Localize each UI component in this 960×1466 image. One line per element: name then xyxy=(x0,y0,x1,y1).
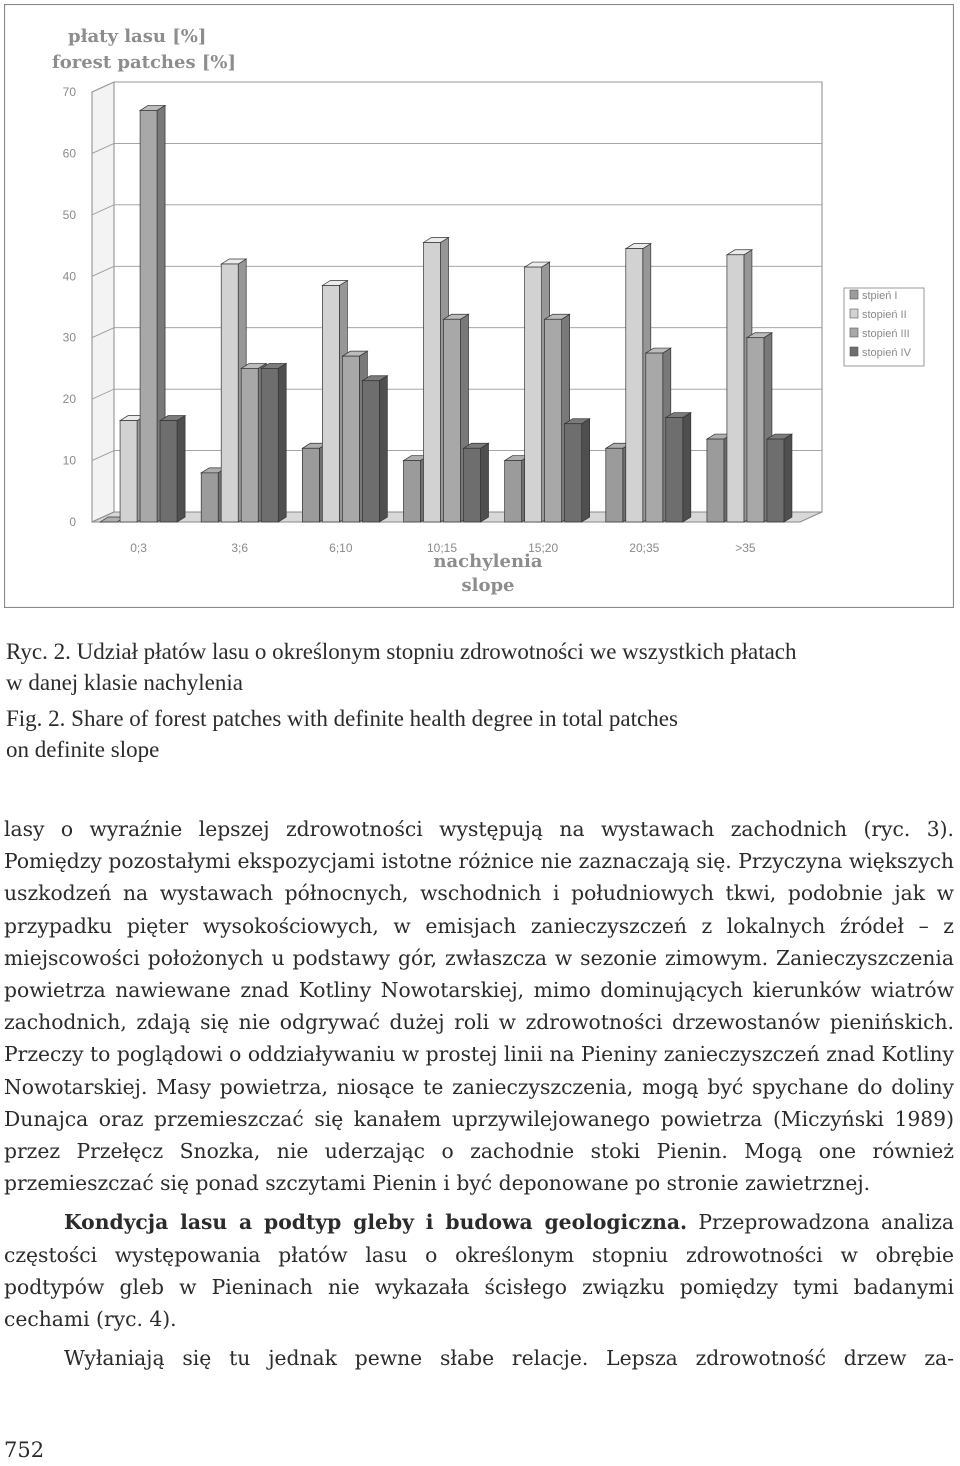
bar-side xyxy=(582,419,590,522)
bar-front xyxy=(302,448,319,522)
x-tick-label: 3;6 xyxy=(231,541,249,555)
x-tick-label: 20;35 xyxy=(629,541,660,555)
x-tick-label: 10;15 xyxy=(426,541,458,555)
x-tick-label: 0;3 xyxy=(130,541,147,555)
bar xyxy=(464,443,489,522)
bar xyxy=(160,416,185,522)
legend-entry: stpień I xyxy=(862,290,898,302)
bar-front xyxy=(626,249,643,522)
bar-chart xyxy=(4,4,954,608)
caption-en-line1: Fig. 2. Share of forest patches with definite health degree in total patches xyxy=(6,706,678,731)
paragraph-3: Wyłaniają się tu jednak pewne słabe relacje. Lepsza zdrowotność drzew za- xyxy=(64,1346,954,1371)
bar-front xyxy=(160,421,177,522)
y-tick-label: 10 xyxy=(62,453,76,468)
legend-swatch xyxy=(850,347,858,356)
chart-subtitle: forest patches [%] xyxy=(52,52,236,73)
x-tick-label: >35 xyxy=(735,541,756,555)
bar-front xyxy=(322,286,339,523)
bar-front xyxy=(464,448,481,522)
bar-front xyxy=(747,338,764,522)
y-tick-label: 0 xyxy=(69,515,76,529)
bar-side xyxy=(481,443,489,522)
body-text xyxy=(4,813,954,1374)
bar-side xyxy=(784,434,792,522)
bar xyxy=(261,363,286,522)
section-heading: Kondycja lasu a podtyp gleby i budowa geologiczna. xyxy=(64,1210,688,1235)
bar-front xyxy=(707,439,724,522)
legend-swatch xyxy=(850,290,858,299)
figure-caption-polish xyxy=(6,636,797,698)
paragraph-2 xyxy=(4,1206,954,1335)
bar-front xyxy=(646,353,663,522)
y-tick-label: 30 xyxy=(62,330,76,345)
bar-front xyxy=(424,243,441,523)
x-axis-label-en: slope xyxy=(461,575,515,596)
legend-entry: stopień IV xyxy=(862,347,911,359)
y-tick-label: 60 xyxy=(62,146,76,161)
bar-front xyxy=(221,264,238,522)
bar-front xyxy=(404,461,421,522)
y-tick-label: 40 xyxy=(62,269,76,284)
bar-front xyxy=(505,461,522,522)
bar-front xyxy=(362,381,379,522)
bar-front xyxy=(201,473,218,522)
bar-side xyxy=(379,376,387,522)
bar-front xyxy=(525,267,542,522)
bar-front xyxy=(727,255,744,522)
bar-front xyxy=(606,448,623,522)
y-tick-label: 70 xyxy=(62,85,76,99)
bar-side xyxy=(278,363,286,522)
bar-side xyxy=(683,413,691,522)
page-number: 752 xyxy=(4,1438,45,1462)
paragraph-1: lasy o wyraźnie lepszej zdrowotności występują na wystawach zachodnich (ryc. 3). Pomiędzy pozostałymi ekspozycjami istotne różnice nie zaznaczają się. Przyczyna większych uszkodzeń na wystawach północnych, wschodnich i południowych tkwi, podobnie jak w przypadku pięter wysokościowych, w emisjach zanieczyszczeń z lokalnych źródeł – z miejscowości położonych u podstawy gór, zwłaszcza w sezonie zimowym. Zanieczyszczenia powietrza nawiewane znad Kotliny Nowotarskiej, mimo dominujących kierunków wiatrów zachodnich, zdają się nie odgrywać dużej roli w zdrowotności drzewostanów pienińskich. Przeczy to poglądowi o oddziaływaniu w prostej linii na Pieniny zanieczyszczeń znad Kotliny Nowotarskiej. Masy powietrza, niosące te zanieczyszczenia, mogą być spychane do doliny Dunajca oraz przemieszczać się kanałem uprzywilejowanego powietrza (Miczyński 1989) przez Przełęcz Snozka, nie uderzając o zachodnie stoki Pienin. Mogą one również przemieszczać się ponad szczytami Pienin i być deponowane po stronie zawietrznej. xyxy=(4,817,954,1196)
x-tick-label: 6;10 xyxy=(329,541,353,555)
bar-front xyxy=(444,319,461,522)
bar-front xyxy=(545,319,562,522)
chart-title: płaty lasu [%] xyxy=(68,26,207,47)
legend-swatch xyxy=(850,309,858,318)
y-tick-label: 20 xyxy=(62,392,76,407)
bar-front xyxy=(565,424,582,522)
figure-caption-english xyxy=(6,703,678,765)
bar-front xyxy=(767,439,784,522)
x-axis-label: nachylenia xyxy=(433,551,543,572)
caption-en-line2: on definite slope xyxy=(6,737,160,762)
y-tick-label: 50 xyxy=(62,207,76,222)
chart-legend xyxy=(844,288,924,366)
x-tick-label: 15;20 xyxy=(528,541,559,555)
legend-swatch xyxy=(850,328,858,337)
bar-side xyxy=(177,416,185,522)
bar-front xyxy=(241,368,258,522)
bar xyxy=(767,434,792,522)
bar-front xyxy=(261,368,278,522)
paragraph-2-body: Przeprowadzona analiza częstości występowania płatów lasu o określonym stopniu zdrowotności w obrębie podtypów gleb w Pieninach nie wykazała ścisłego związku pomiędzy tymi badanymi cechami (ryc. 4). xyxy=(4,1210,954,1332)
caption-pl-line1: Ryc. 2. Udział płatów lasu o określonym stopniu zdrowotności we wszystkich płatach xyxy=(6,639,797,664)
legend-entry: stopień III xyxy=(862,328,910,340)
bar-front xyxy=(666,418,683,522)
bar-front xyxy=(342,356,359,522)
bar xyxy=(666,413,691,522)
bar xyxy=(565,419,590,522)
chart-figure xyxy=(4,4,954,608)
bar-front xyxy=(120,421,137,522)
legend-entry: stopień II xyxy=(862,309,907,321)
bar xyxy=(362,376,387,522)
bar-front xyxy=(140,110,157,522)
caption-pl-line2: w danej klasie nachylenia xyxy=(6,670,243,695)
